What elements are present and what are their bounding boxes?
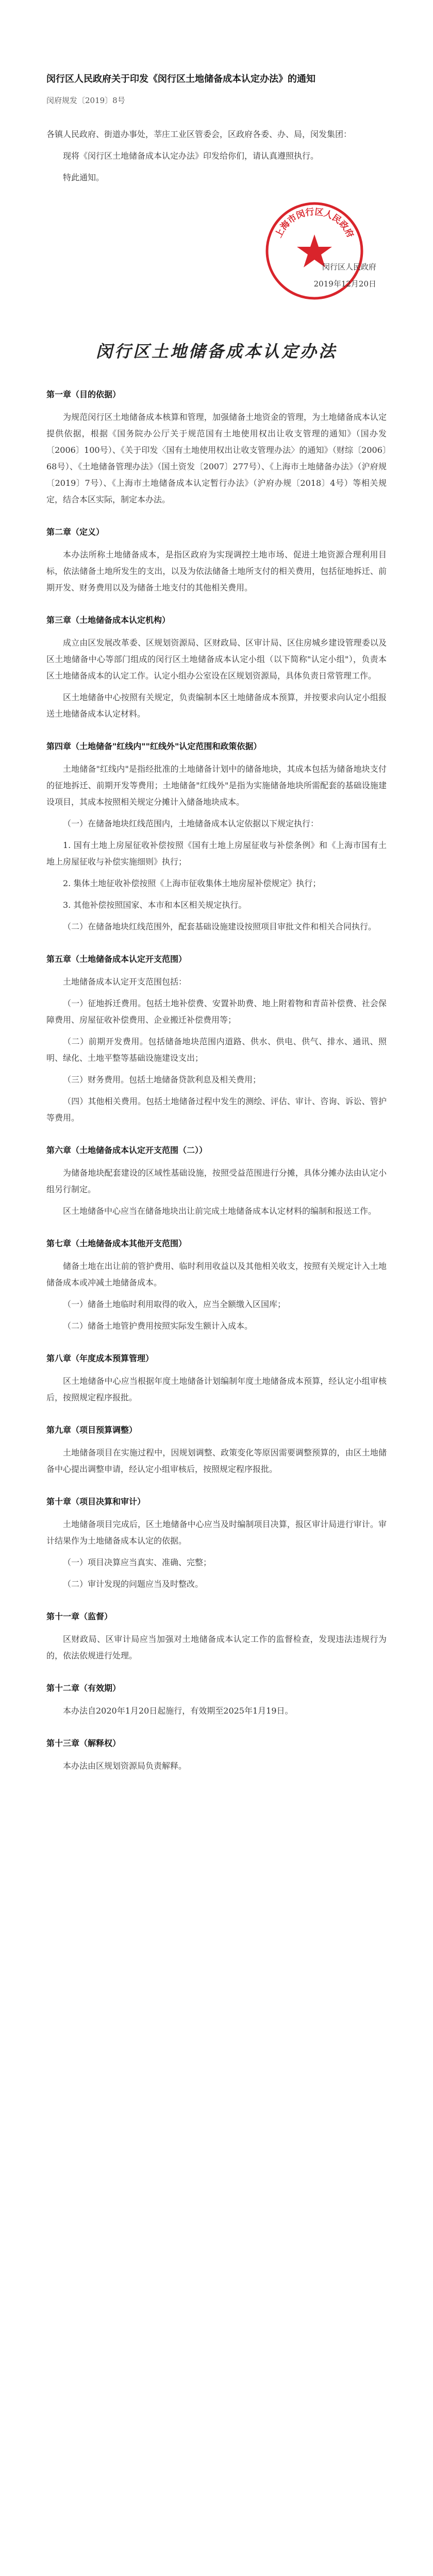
chapter-paragraph: 1. 国有土地上房屋征收补偿按照《国有土地上房屋征收与补偿条例》和《上海市国有土地上房屋征收与补偿实施细则》执行； bbox=[46, 840, 387, 867]
chapter-paragraph: 土地储备成本认定开支范围包括： bbox=[63, 976, 187, 987]
chapter-heading: 第十一章（监督） bbox=[46, 1611, 113, 1621]
chapter-paragraph: 本办法所称土地储备成本，是指区政府为实现调控土地市场、促进土地资源合理利用目标，依法储备土地所发生的支出，以及为依法储备土地所支付的相关费用，包括征地拆迁、前期开发、财务费用以及为储备土地支付的其他相关费用。 bbox=[46, 549, 387, 592]
chapter-heading: 第十二章（有效期） bbox=[46, 1683, 121, 1693]
intro-addressee: 各镇人民政府、街道办事处，莘庄工业区管委会，区政府各委、办、局，闵发集团： bbox=[46, 129, 352, 139]
chapter-paragraph: 土地储备项目完成后，区土地储备中心应当及时编制项目决算，报区审计局进行审计。审计结果作为土地储备成本认定的依据。 bbox=[46, 1519, 387, 1546]
chapter-heading: 第三章（土地储备成本认定机构） bbox=[46, 615, 171, 625]
chapter-paragraph: 本办法自2020年1月20日起施行，有效期至2025年1月19日。 bbox=[63, 1705, 293, 1716]
chapters-container bbox=[46, 388, 387, 1774]
chapter-heading: 第八章（年度成本预算管理） bbox=[46, 1353, 154, 1363]
intro-paragraph: 现将《闵行区土地储备成本认定办法》印发给你们，请认真遵照执行。 bbox=[63, 150, 319, 161]
chapter-paragraph: （三）财务费用。包括土地储备贷款利息及相关费用； bbox=[63, 1074, 261, 1084]
chapter-paragraph: （二）储备土地管护费用按照实际发生额计入成本。 bbox=[63, 1320, 253, 1331]
chapter-paragraph: 成立由区发展改革委、区规划资源局、区财政局、区审计局、区住房城乡建设管理委以及区土地储备中心等部门组成的闵行区土地储备成本认定小组（以下简称"认定小组"），负责本区土地储备成本的认定工作。认定小组办公室设在区规划资源局，具体负责日常管理工作。 bbox=[46, 637, 387, 681]
chapter-paragraph: 为规范闵行区土地储备成本核算和管理，加强储备土地资金的管理，为土地储备成本认定提供依据，根据《国务院办公厅关于规范国有土地使用权出让收支管理的通知》（国办发〔2006〕100号）、《关于印发〈国有土地使用权出让收支管理办法〉的通知》（财综〔2006〕68号）、《土地储备管理办法》（国土资发〔2007〕277号）、《上海市土地储备办法》（沪府规〔2019〕7号）、《上海市土地储备成本认定暂行办法》（沪府办规〔2018〕4号）等相关规定，结合本区实际，制定本办法。 bbox=[46, 412, 387, 504]
chapter-paragraph: 区土地储备中心应当在储备地块出让前完成土地储备成本认定材料的编制和报送工作。 bbox=[63, 1206, 377, 1216]
svg-text:上海市闵行区人民政府: 上海市闵行区人民政府 bbox=[273, 207, 356, 240]
chapter-paragraph: 区土地储备中心应当根据年度土地储备计划编制年度土地储备成本预算，经认定小组审核后，按照规定程序报批。 bbox=[46, 1376, 387, 1402]
chapter-heading: 第十章（项目决算和审计） bbox=[46, 1496, 146, 1506]
attachment-title: 闵行区土地储备成本认定办法 bbox=[95, 341, 337, 361]
chapter-heading: 第四章（土地储备"红线内""红线外"认定范围和政策依据） bbox=[46, 741, 262, 751]
chapter-heading: 第六章（土地储备成本认定开支范围（二）） bbox=[46, 1145, 208, 1155]
chapter-paragraph: 本办法由区规划资源局负责解释。 bbox=[63, 1760, 187, 1771]
chapter-paragraph: （四）其他相关费用。包括土地储备过程中发生的测绘、评估、审计、咨询、诉讼、管护等费用。 bbox=[46, 1096, 387, 1123]
chapter-paragraph: （二）前期开发费用。包括储备地块范围内道路、供水、供电、供气、排水、通讯、照明、绿化、土地平整等基础设施建设支出； bbox=[46, 1036, 387, 1063]
signature-block bbox=[46, 199, 387, 308]
chapter-paragraph: 区土地储备中心按照有关规定，负责编制本区土地储备成本预算，并按要求向认定小组报送土地储备成本认定材料。 bbox=[46, 692, 387, 719]
chapter-paragraph: 土地储备"红线内"是指经批准的土地储备计划中的储备地块，其成本包括为储备地块支付的征地拆迁、前期开发等费用；土地储备"红线外"是指为实施储备地块所需配套的基础设施建设项目，其成本按照相关规定分摊计入储备地块成本。 bbox=[46, 764, 387, 807]
chapter-paragraph: （一）征地拆迁费用。包括土地补偿费、安置补助费、地上附着物和青苗补偿费、社会保障费用、房屋征收补偿费用、企业搬迁补偿费用等； bbox=[46, 998, 387, 1025]
chapter-heading: 第十三章（解释权） bbox=[46, 1738, 121, 1748]
document-body bbox=[46, 72, 387, 1780]
chapter-paragraph: （一）储备土地临时利用取得的收入，应当全额缴入区国库； bbox=[63, 1299, 286, 1309]
chapter-heading: 第五章（土地储备成本认定开支范围） bbox=[46, 954, 187, 964]
signature-text bbox=[314, 261, 376, 289]
chapter-heading: 第一章（目的依据） bbox=[46, 389, 121, 399]
chapter-paragraph: 区财政局、区审计局应当加强对土地储备成本认定工作的监督检查，发现违法违规行为的，依法依规进行处理。 bbox=[46, 1634, 387, 1660]
chapter-paragraph: （一）项目决算应当真实、准确、完整； bbox=[63, 1557, 212, 1567]
chapter-paragraph: 为储备地块配套建设的区域性基础设施，按照受益范围进行分摊，具体分摊办法由认定小组另行制定。 bbox=[46, 1167, 387, 1194]
chapter-paragraph: 土地储备项目在实施过程中，因规划调整、政策变化等原因需要调整预算的，由区土地储备中心提出调整申请，经认定小组审核后，按照规定程序报批。 bbox=[46, 1447, 387, 1474]
intro-closing: 特此通知。 bbox=[63, 172, 105, 182]
intro-section bbox=[46, 126, 387, 186]
chapter-paragraph: 2. 集体土地征收补偿按照《上海市征收集体土地房屋补偿规定》执行； bbox=[63, 878, 321, 888]
chapter-heading: 第七章（土地储备成本其他开支范围） bbox=[46, 1238, 187, 1248]
chapter-paragraph: （二）审计发现的问题应当及时整改。 bbox=[63, 1579, 204, 1589]
chapter-paragraph: 3. 其他补偿按照国家、本市和本区相关规定执行。 bbox=[63, 900, 247, 910]
page-title: 闵行区人民政府关于印发《闵行区土地储备成本认定办法》的通知 bbox=[46, 74, 315, 84]
document-number: 闵府规发〔2019〕8号 bbox=[46, 95, 125, 105]
chapter-heading: 第九章（项目预算调整） bbox=[46, 1425, 138, 1435]
signature-date: 2019年12月20日 bbox=[313, 279, 376, 289]
chapter-paragraph: 储备土地在出让前的管护费用、临时利用收益以及其他相关收支，按照有关规定计入土地储备成本或冲减土地储备成本。 bbox=[46, 1261, 387, 1287]
chapter-paragraph: （一）在储备地块红线范围内，土地储备成本认定依据以下规定执行： bbox=[63, 818, 319, 828]
chapter-heading: 第二章（定义） bbox=[46, 527, 105, 537]
signature-org: 闵行区人民政府 bbox=[322, 262, 376, 272]
chapter-paragraph: （二）在储备地块红线范围外，配套基础设施建设按照项目审批文件和相关合同执行。 bbox=[63, 921, 377, 931]
